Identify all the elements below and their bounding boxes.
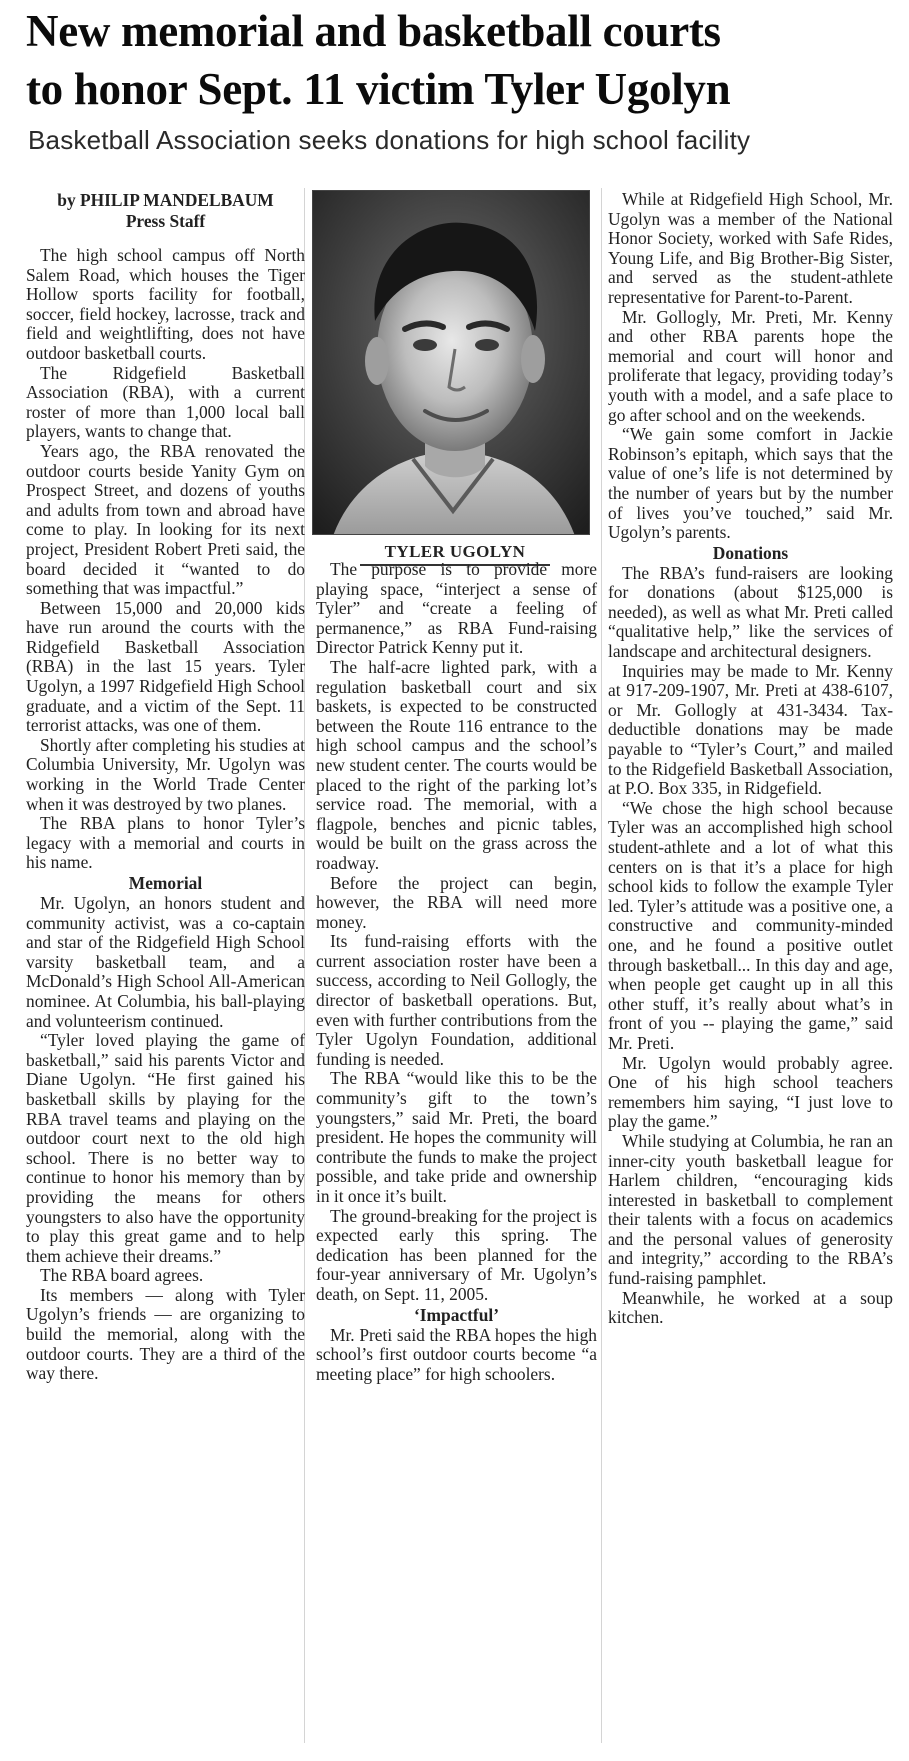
paragraph: While at Ridgefield High School, Mr. Ugolyn was a member of the National Honor Society, worked with Safe Rides, Young Life, and Big Brother-Big Sister, and served as the student-athlete representative for Parent-to-Parent.: [608, 189, 893, 307]
paragraph: “We gain some comfort in Jackie Robinson’s epitaph, which says that the value of one’s life is not determined by the number of years but by the number of lives you’ve touched,” said Mr. Ugolyn’s parents.: [608, 424, 893, 543]
byline-author: by PHILIP MANDELBAUM: [57, 190, 274, 210]
paragraph: “We chose the high school because Tyler was an accomplished high school student-athlete and a lot of what this centers on is that it’s a place for high school kids to follow the example Tyler led. Tyler’s attitude was a positive one, a constructive and community-minded one, and he found a positive outlet through basketball... In this day and age, when people get caught up in all this other stuff, it’s really about what’s in front of you -- playing the game,” said Mr. Preti.: [608, 797, 893, 1053]
paragraph: The purpose is to provide more playing space, “interject a sense of Tyler” and “create a feeling of permanence,” as RBA Fund-raising Director Patrick Kenny put it.: [316, 559, 597, 658]
paragraph: The RBA board agrees.: [40, 1265, 204, 1286]
subhead-memorial: Memorial: [128, 873, 203, 893]
paragraph: Mr. Ugolyn, an honors student and community activist, was a co-captain and star of the Ridgefield High School varsity basketball team, and a McDonald’s High School All-American nominee. At Columbia, his ball-playing and volunteerism continued.: [26, 893, 305, 1031]
paragraph: The ground-breaking for the project is expected early this spring. The dedication has been planned for the four-year anniversary of Mr. Ugolyn’s death, on Sept. 11, 2005.: [316, 1205, 597, 1304]
headline-line-1: New memorial and basketball courts: [26, 6, 721, 56]
column-divider-right: [601, 188, 602, 1743]
portrait-photo-art: [313, 191, 590, 535]
paragraph: Mr. Preti said the RBA hopes the high school’s first outdoor courts become “a meeting place” for high schoolers.: [316, 1324, 597, 1384]
subhead-donations: Donations: [712, 542, 789, 563]
paragraph: The RBA plans to honor Tyler’s legacy with a memorial and courts in his name.: [26, 813, 305, 873]
headline-line-2: to honor Sept. 11 victim Tyler Ugolyn: [26, 64, 731, 114]
byline: [26, 190, 305, 232]
article-column-1: [26, 190, 305, 1384]
paragraph: Shortly after completing his studies at Columbia University, Mr. Ugolyn was working in the World Trade Center when it was destroyed by two planes.: [26, 734, 305, 814]
paragraph: The RBA “would like this to be the community’s gift to the town’s youngsters,” said Mr. Preti, the board president. He hopes the community will contribute the funds to make the project possible, and take pride and ownership in it once it’s built.: [316, 1068, 597, 1206]
paragraph: Its members — along with Tyler Ugolyn’s friends — are organizing to build the memorial, along with the outdoor courts. They are a third of the way there.: [26, 1284, 305, 1384]
paragraph: Its fund-raising efforts with the current association roster have been a success, according to Neil Gollogly, the director of basketball operations. But, even with further contributions from the Tyler Ugolyn Foundation, additional funding is needed.: [316, 931, 597, 1069]
paragraph: Meanwhile, he worked at a soup kitchen.: [608, 1287, 893, 1328]
paragraph: The Ridgefield Basketball Association (RBA), with a current roster of more than 1,000 local ball players, wants to change that.: [26, 362, 305, 442]
article-column-2: [316, 560, 597, 1384]
deck: Basketball Association seeks donations for high school facility: [28, 125, 751, 155]
paragraph: The high school campus off North Salem Road, which houses the Tiger Hollow sports facility for football, soccer, field hockey, lacrosse, track and field and weightlifting, does not have outdoor basketball courts.: [26, 245, 305, 363]
subhead-impactful: ‘Impactful’: [413, 1304, 499, 1325]
byline-role: Press Staff: [125, 211, 206, 231]
photo-caption: TYLER UGOLYN: [384, 542, 526, 561]
paragraph: While studying at Columbia, he ran an inner-city youth basketball league for Harlem children, “encouraging kids interested in basketball to complement their talents with a focus on academics and the personal values of generosity and integrity,” according to the RBA’s fund-raising pamphlet.: [608, 1130, 893, 1289]
paragraph: Years ago, the RBA renovated the outdoor courts beside Yanity Gym on Prospect Street, and dozens of youths and adults from town and abroad have come to play. In looking for its next project, President Robert Preti said, the board decided it “wanted to do something that was impactful.”: [26, 440, 305, 599]
paragraph: Mr. Gollogly, Mr. Preti, Mr. Kenny and other RBA parents hope the memorial and court will honor and proliferate that legacy, providing today’s youth with a model, and a safe place to go after school and on the weekends.: [608, 306, 893, 425]
paragraph: Between 15,000 and 20,000 kids have run around the courts with the Ridgefield Basketball Association (RBA) in the last 15 years. Tyler Ugolyn, a 1997 Ridgefield High School graduate, and a victim of the Sept. 11 terrorist attacks, was one of them.: [26, 597, 305, 736]
paragraph: “Tyler loved playing the game of basketball,” said his parents Victor and Diane Ugolyn. “He first gained his basketball skills by playing for the RBA travel teams and playing on the outdoor court next to the old high school. There is no better way to continue to honor his memory than by providing the means for others youngsters to also have the opportunity to play this great game and to help them achieve their dreams.”: [26, 1030, 305, 1266]
paragraph: Mr. Ugolyn would probably agree. One of his high school teachers remembers him saying, “I just love to play the game.”: [608, 1052, 893, 1132]
paragraph: Inquiries may be made to Mr. Kenny at 917-209-1907, Mr. Preti at 438-6107, or Mr. Gollogly at 431-3434. Tax-deductible donations may be made payable to “Tyler’s Court,” and mailed to the Ridgefield Basketball Association, at P.O. Box 335, in Ridgefield.: [608, 660, 893, 799]
paragraph: Before the project can begin, however, the RBA will need more money.: [316, 872, 597, 932]
paragraph: The half-acre lighted park, with a regulation basketball court and six baskets, is expected to be constructed between the Route 116 entrance to the high school campus and the school’s new student center. The courts would be placed to the right of the parking lot’s service road. The memorial, with a flagpole, benches and picnic tables, would be built on the grass across the roadway.: [316, 656, 597, 873]
article-column-3: [608, 190, 893, 1328]
headline: [26, 2, 896, 118]
paragraph: The RBA’s fund-raisers are looking for donations (about $125,000 is needed), as well as what Mr. Preti called “qualitative help,” like the services of landscape and architectural designers.: [608, 562, 893, 662]
portrait-photo: [312, 190, 590, 535]
